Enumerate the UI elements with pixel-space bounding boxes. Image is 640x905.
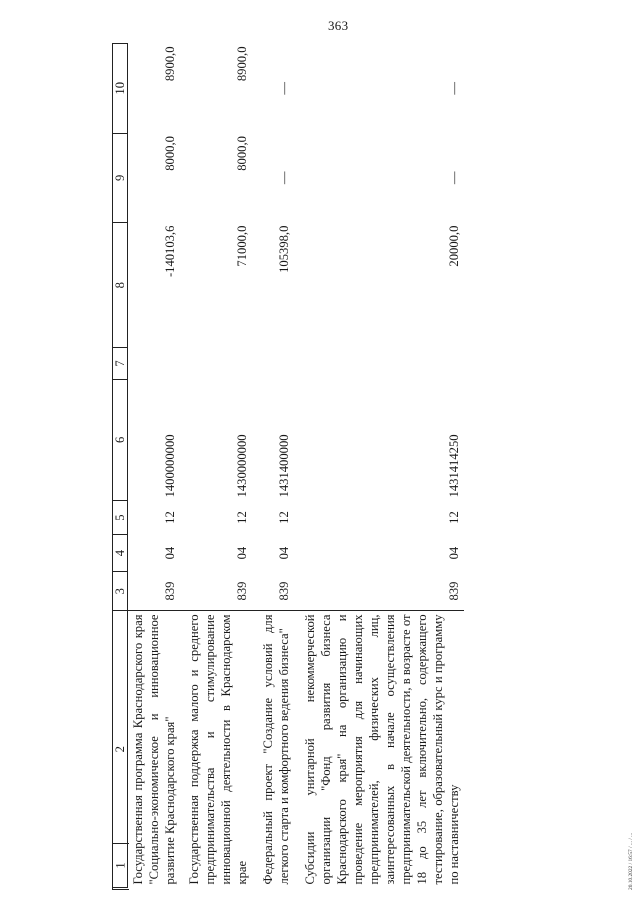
row-c7 bbox=[128, 348, 181, 380]
table-row bbox=[128, 44, 181, 888]
row-c8: 71000,0 bbox=[235, 225, 249, 267]
header-col-5: 5 bbox=[113, 500, 128, 534]
row-name: Федеральный проект "Создание условий для легкого старта и комфортного ведения бизнеса" bbox=[261, 614, 291, 885]
row-c9: 8000,0 bbox=[235, 136, 249, 171]
row-name: Государственная поддержка малого и среднего предпринимательства и стимулирование инновационной деятельности в Краснодарском крае bbox=[187, 614, 249, 885]
row-c5: 12 bbox=[235, 511, 249, 524]
row-c3: 839 bbox=[128, 572, 181, 612]
row-c7 bbox=[294, 348, 464, 380]
table-row bbox=[180, 44, 252, 888]
row-c6: 1400000000 bbox=[163, 434, 177, 498]
table-row bbox=[294, 44, 464, 888]
row-c4: 04 bbox=[163, 546, 177, 560]
row-c3: 839 bbox=[294, 572, 464, 612]
header-col-1-cell bbox=[112, 843, 129, 890]
row-c7 bbox=[252, 348, 294, 380]
page-number: 363 bbox=[328, 18, 349, 33]
row-c5: 12 bbox=[277, 511, 291, 524]
row-c3: 839 bbox=[252, 572, 294, 612]
table-row bbox=[252, 44, 294, 888]
header-col-10: 10 bbox=[113, 44, 128, 134]
row-c4: 04 bbox=[447, 546, 461, 560]
header-col-9: 9 bbox=[113, 133, 128, 223]
table-header-row bbox=[113, 44, 128, 888]
row-c9: 8000,0 bbox=[163, 136, 177, 171]
row-c10-dash: — bbox=[447, 82, 461, 95]
header-col-1-label: 1 bbox=[113, 862, 128, 869]
row-c3: 839 bbox=[180, 572, 252, 612]
row-c6: 1430000000 bbox=[235, 434, 249, 498]
header-col-2: 2 bbox=[113, 611, 128, 888]
row-c5: 12 bbox=[447, 511, 461, 524]
rotated-table-container bbox=[112, 43, 612, 888]
row-c9-dash: — bbox=[277, 171, 291, 185]
row-name: Государственная программа Краснодарского края "Социально-экономическое и инновационное развитие Краснодарского края" bbox=[131, 614, 177, 885]
header-col-7: 7 bbox=[113, 348, 128, 380]
row-c6: 1431400000 bbox=[277, 434, 291, 498]
header-col-8: 8 bbox=[113, 223, 128, 348]
row-c10: 8900,0 bbox=[235, 46, 249, 82]
document-stamp: 20.10.2022 / 16:57 / ... / ... bbox=[628, 832, 634, 890]
row-c10: 8900,0 bbox=[163, 46, 177, 82]
row-c7 bbox=[180, 348, 252, 380]
row-c5: 12 bbox=[163, 511, 177, 524]
row-c4: 04 bbox=[235, 546, 249, 560]
header-col-6: 6 bbox=[113, 379, 128, 500]
budget-table bbox=[112, 43, 464, 888]
row-name: Субсидии унитарной некоммерческой организации "Фонд развития бизнеса Краснодарского края" на организацию и проведение мероприятия для начинающих предпринимателей, физических лиц, заинтересованных в начале осуществления предпринимательской деятельности, в возрасте от 18 до 35 лет включительно, содержащего тестирование, образовательный курс и программу по наставничеству bbox=[303, 614, 461, 885]
row-c9-dash: — bbox=[447, 171, 461, 185]
header-col-3: 3 bbox=[113, 572, 128, 612]
row-c10-dash: — bbox=[277, 82, 291, 95]
row-c4: 04 bbox=[277, 546, 291, 560]
row-c6: 1431414250 bbox=[447, 434, 461, 498]
row-c8: -140103,6 bbox=[163, 225, 177, 278]
header-col-4: 4 bbox=[113, 535, 128, 572]
row-c8: 20000,0 bbox=[447, 225, 461, 267]
row-c8: 105398,0 bbox=[277, 225, 291, 273]
